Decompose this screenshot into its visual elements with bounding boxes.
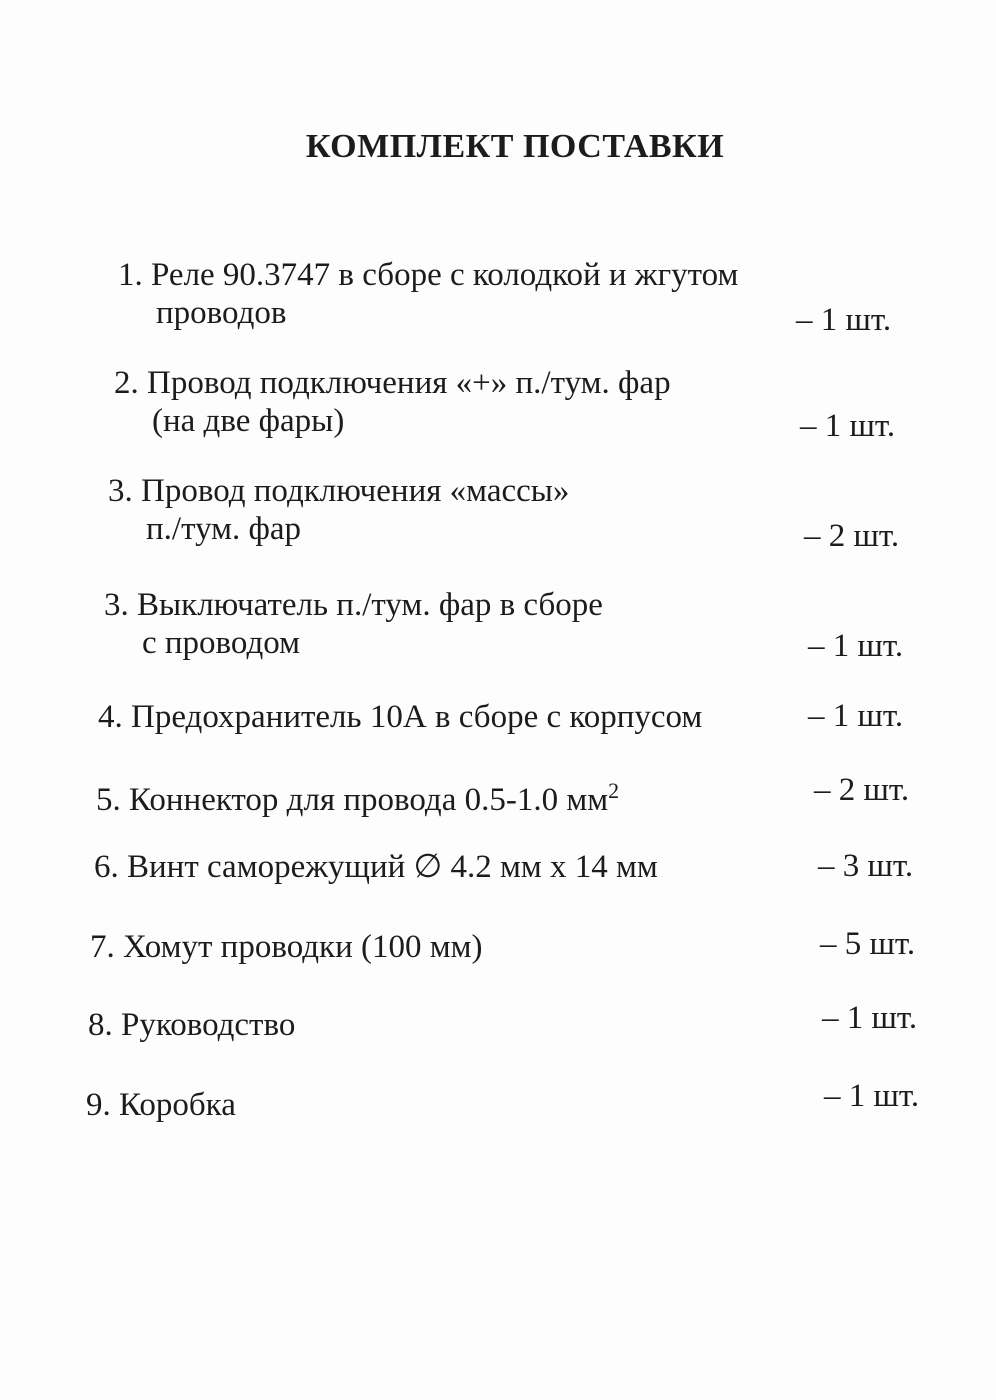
list-item <box>118 256 738 332</box>
item-quantity: – 1 шт. <box>808 628 904 664</box>
item-text: Винт саморежущий ∅ 4.2 мм х 14 мм <box>127 849 658 885</box>
list-item <box>94 848 658 886</box>
item-quantity: – 1 шт. <box>800 408 896 444</box>
item-quantity: – 1 шт. <box>822 1000 918 1036</box>
list-item <box>90 928 482 966</box>
item-text-continuation: с проводом <box>142 625 301 661</box>
item-number: 8. <box>88 1007 113 1043</box>
item-text: Предохранитель 10А в сборе с корпусом <box>131 699 703 735</box>
item-quantity: – 1 шт. <box>796 302 892 338</box>
item-text: Реле 90.3747 в сборе с колодкой и жгутом <box>151 257 739 293</box>
item-number: 1. <box>118 257 143 293</box>
item-number: 6. <box>94 849 119 885</box>
item-text-continuation: (на две фары) <box>152 403 345 439</box>
item-quantity: – 1 шт. <box>824 1078 920 1114</box>
item-text: Провод подключения «массы» <box>141 473 570 509</box>
list-item <box>98 698 702 736</box>
item-number: 7. <box>90 929 115 965</box>
item-quantity: – 2 шт. <box>814 772 910 808</box>
superscript: 2 <box>608 778 620 803</box>
item-number: 9. <box>86 1087 111 1123</box>
item-text-continuation: проводов <box>156 295 287 331</box>
list-item <box>86 1086 236 1124</box>
item-text: Выключатель п./тум. фар в сборе <box>137 587 603 623</box>
item-text: Коннектор для провода 0.5-1.0 мм <box>129 782 609 818</box>
list-item <box>104 586 603 662</box>
list-item <box>114 364 671 440</box>
item-text: Руководство <box>121 1007 296 1043</box>
item-text: Хомут проводки (100 мм) <box>123 929 483 965</box>
item-text: Провод подключения «+» п./тум. фар <box>147 365 671 401</box>
item-number: 3. <box>108 473 133 509</box>
list-item <box>108 472 569 548</box>
item-quantity: – 1 шт. <box>808 698 904 734</box>
list-item <box>88 1006 295 1044</box>
item-text-continuation: п./тум. фар <box>146 511 302 547</box>
item-text: Коробка <box>119 1087 236 1123</box>
item-number: 4. <box>98 699 123 735</box>
item-number: 2. <box>114 365 139 401</box>
page-title: КОМПЛЕКТ ПОСТАВКИ <box>305 128 725 165</box>
list-item <box>96 772 619 819</box>
item-number: 5. <box>96 782 121 818</box>
item-quantity: – 5 шт. <box>820 926 916 962</box>
item-quantity: – 3 шт. <box>818 848 914 884</box>
item-quantity: – 2 шт. <box>804 518 900 554</box>
item-number: 3. <box>104 587 129 623</box>
